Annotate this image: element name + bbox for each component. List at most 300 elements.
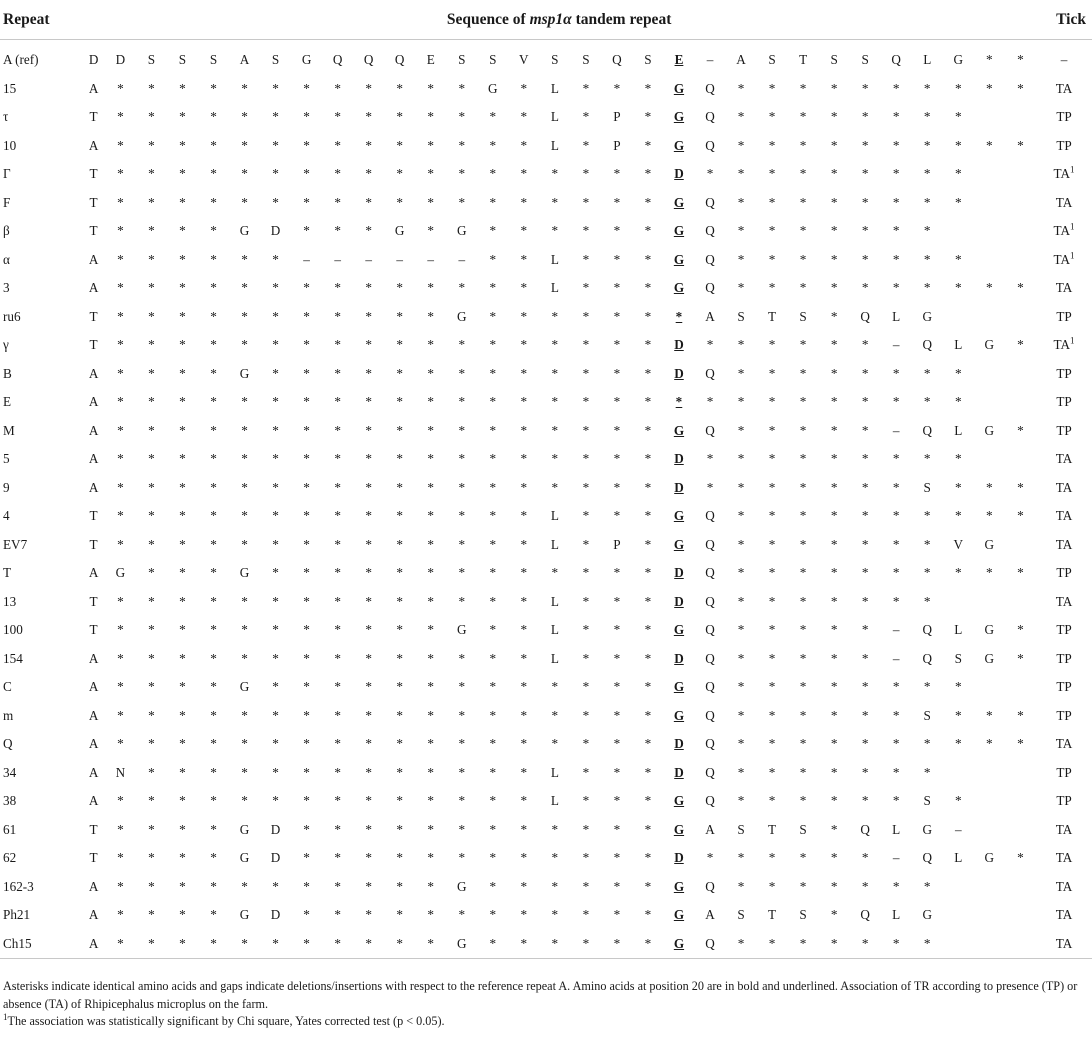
amino-acid-cell: *	[582, 736, 590, 752]
amino-acid-cell: *	[272, 337, 279, 353]
tick-status	[1036, 160, 1092, 189]
amino-acid-cell: *	[272, 650, 279, 666]
amino-acid-cell: L	[550, 764, 559, 780]
significance-marker: 1	[1070, 221, 1075, 232]
tick-status	[1036, 673, 1092, 702]
amino-acid-cell	[1005, 816, 1036, 845]
amino-acid-cell: *	[489, 764, 497, 780]
amino-acid-cell: *	[737, 565, 745, 581]
amino-acid-cell: *	[489, 394, 497, 410]
amino-acid-cell: *	[799, 137, 807, 153]
amino-acid-cell: *	[830, 109, 838, 125]
amino-acid-cell: *	[210, 337, 217, 353]
amino-acid-cell: S	[768, 52, 776, 68]
amino-acid-cell: *	[830, 508, 838, 524]
tick-status-label: –	[1060, 52, 1068, 68]
amino-acid-cell: *	[768, 137, 776, 153]
tick-status	[1036, 502, 1092, 531]
amino-acid-cell: *	[551, 223, 559, 239]
amino-acid-cell: L	[954, 850, 963, 866]
amino-acid-cell: *	[830, 907, 838, 923]
amino-acid-cell: *	[396, 194, 403, 210]
amino-acid-cell: *	[365, 793, 372, 809]
amino-acid-cell: *	[582, 565, 590, 581]
amino-acid-cell: *	[303, 109, 310, 125]
amino-acid-cell: L	[550, 536, 559, 552]
amino-acid-cell: –	[303, 251, 310, 267]
table-footnotes	[3, 978, 1088, 1031]
amino-acid-cell: *	[613, 679, 621, 695]
amino-acid-cell: *	[117, 707, 124, 723]
repeat-name: T	[3, 565, 12, 581]
amino-acid-cell: *	[458, 850, 466, 866]
amino-acid-cell: *	[272, 166, 279, 182]
amino-acid-cell: *	[613, 422, 621, 438]
amino-acid-cell: *	[427, 394, 435, 410]
amino-acid-cell: T	[89, 536, 98, 552]
amino-acid-cell: *	[458, 508, 466, 524]
amino-acid-cell: *	[892, 451, 900, 467]
amino-acid-cell: *	[210, 394, 217, 410]
amino-acid-cell: *	[117, 337, 124, 353]
amino-acid-cell: *	[830, 251, 838, 267]
amino-acid-cell: *	[303, 650, 310, 666]
amino-acid-cell: *	[272, 394, 279, 410]
tick-status-label: TP	[1056, 308, 1072, 324]
amino-acid-cell: *	[458, 907, 466, 923]
amino-acid-cell: *	[303, 821, 310, 837]
amino-acid-cell: S	[737, 821, 745, 837]
amino-acid-cell: *	[303, 850, 310, 866]
amino-acid-cell: *	[954, 394, 962, 410]
repeat-name: ru6	[3, 308, 21, 324]
tick-status-label: TA	[1055, 280, 1073, 296]
amino-acid-cell: S	[458, 52, 466, 68]
amino-acid-cell: *	[334, 166, 341, 182]
amino-acid-cell: *	[148, 137, 155, 153]
amino-acid-cell: G	[394, 223, 405, 239]
amino-acid-cell: *	[489, 365, 497, 381]
amino-acid-cell: *	[799, 337, 807, 353]
amino-acid-cell	[1005, 673, 1036, 702]
tick-status-label: TP	[1056, 137, 1072, 153]
amino-acid-cell: *	[644, 850, 652, 866]
amino-acid-cell: L	[550, 793, 559, 809]
amino-acid-cell: *	[241, 280, 248, 296]
amino-acid-cell	[974, 103, 1005, 132]
amino-acid-cell: *	[396, 821, 403, 837]
tick-status	[1036, 559, 1092, 588]
table-row	[0, 616, 1092, 645]
amino-acid-cell: *	[582, 622, 590, 638]
amino-acid-cell: *	[613, 194, 621, 210]
amino-acid-cell: G	[239, 907, 250, 923]
amino-acid-cell: *	[861, 394, 869, 410]
amino-acid-cell: T	[89, 308, 98, 324]
amino-acid-cell: –	[892, 337, 900, 353]
tick-status	[1036, 730, 1092, 759]
amino-acid-cell: *	[210, 508, 217, 524]
amino-acid-cell: *	[1017, 52, 1024, 68]
amino-acid-cell: *	[582, 764, 590, 780]
amino-acid-cell: *	[892, 251, 900, 267]
amino-acid-cell: *	[148, 394, 155, 410]
amino-acid-cell: *	[923, 935, 931, 951]
amino-acid-cell	[1005, 588, 1036, 617]
amino-acid-cell: *	[272, 422, 279, 438]
amino-acid-cell: *	[892, 593, 900, 609]
amino-acid-cell: *	[985, 137, 993, 153]
amino-acid-cell: *	[520, 479, 528, 495]
amino-acid-cell: *	[520, 394, 528, 410]
amino-acid-cell: *	[799, 935, 807, 951]
amino-acid-cell: *	[861, 764, 869, 780]
amino-acid-cell: *	[148, 707, 155, 723]
amino-acid-cell: *	[520, 137, 528, 153]
amino-acid-cell: *	[1017, 479, 1024, 495]
amino-acid-cell: *	[427, 451, 435, 467]
amino-acid-cell: *	[613, 451, 621, 467]
amino-acid-cell: *	[830, 194, 838, 210]
amino-acid-cell: *	[334, 223, 341, 239]
amino-acid-cell: *	[644, 593, 652, 609]
amino-acid-cell: N	[115, 764, 126, 780]
amino-acid-cell: *	[613, 650, 621, 666]
table-row	[0, 160, 1092, 189]
amino-acid-cell: *	[272, 365, 279, 381]
amino-acid-cell: *	[117, 536, 124, 552]
amino-acid-cell: S	[799, 821, 807, 837]
amino-acid-cell: *	[737, 394, 745, 410]
amino-acid-cell: *	[148, 565, 155, 581]
amino-acid-cell: *	[892, 80, 900, 96]
tick-status-label: TA	[1055, 451, 1073, 467]
tick-status-label: TA	[1053, 166, 1071, 182]
amino-acid-cell: *	[117, 166, 124, 182]
amino-acid-cell: *	[303, 451, 310, 467]
amino-acid-position-20: G	[673, 679, 685, 695]
tick-status	[1036, 787, 1092, 816]
amino-acid-cell: *	[334, 365, 341, 381]
amino-acid-cell: *	[148, 308, 155, 324]
amino-acid-cell: *	[365, 451, 372, 467]
amino-acid-cell: *	[768, 793, 776, 809]
amino-acid-cell: *	[613, 280, 621, 296]
amino-acid-cell: A	[88, 650, 99, 666]
amino-acid-cell: *	[427, 223, 435, 239]
amino-acid-cell: *	[923, 764, 931, 780]
amino-acid-position-20: *	[675, 308, 683, 324]
amino-acid-cell: –	[954, 821, 962, 837]
amino-acid-cell: *	[179, 764, 186, 780]
amino-acid-cell: *	[241, 935, 248, 951]
amino-acid-cell: *	[396, 109, 403, 125]
amino-acid-cell: *	[303, 878, 310, 894]
amino-acid-cell: *	[210, 593, 217, 609]
amino-acid-cell: *	[861, 793, 869, 809]
repeat-name: γ	[3, 337, 9, 353]
amino-acid-cell: *	[148, 622, 155, 638]
amino-acid-cell: *	[458, 80, 466, 96]
amino-acid-cell: *	[613, 394, 621, 410]
amino-acid-cell: *	[768, 251, 776, 267]
amino-acid-cell: *	[861, 166, 869, 182]
amino-acid-cell: *	[117, 80, 124, 96]
amino-acid-cell: *	[582, 593, 590, 609]
amino-acid-cell: *	[892, 878, 900, 894]
amino-acid-cell: *	[334, 280, 341, 296]
amino-acid-cell	[943, 930, 974, 959]
amino-acid-cell: *	[923, 536, 931, 552]
amino-acid-cell: *	[179, 508, 186, 524]
amino-acid-cell: *	[644, 251, 652, 267]
amino-acid-cell: G	[456, 308, 467, 324]
amino-acid-cell: A	[88, 422, 99, 438]
amino-acid-cell: *	[520, 536, 528, 552]
amino-acid-cell: Q	[705, 422, 715, 438]
amino-acid-cell: A	[88, 907, 99, 923]
amino-acid-cell: *	[582, 137, 590, 153]
tick-status	[1036, 274, 1092, 303]
amino-acid-cell: *	[706, 166, 714, 182]
amino-acid-cell: *	[489, 565, 497, 581]
amino-acid-cell: *	[799, 365, 807, 381]
amino-acid-cell: *	[334, 650, 341, 666]
tick-status-label: TA	[1055, 907, 1073, 923]
amino-acid-cell: *	[954, 280, 962, 296]
table-row	[0, 730, 1092, 759]
amino-acid-cell: *	[489, 907, 497, 923]
amino-acid-cell: *	[830, 736, 838, 752]
amino-acid-cell: *	[1017, 422, 1024, 438]
amino-acid-position-20: G	[673, 793, 685, 809]
amino-acid-cell: *	[737, 223, 745, 239]
amino-acid-cell: *	[737, 280, 745, 296]
amino-acid-cell: A	[88, 935, 99, 951]
amino-acid-cell	[974, 673, 1005, 702]
amino-acid-cell: L	[550, 650, 559, 666]
amino-acid-cell: *	[644, 622, 652, 638]
amino-acid-cell: A	[88, 137, 99, 153]
amino-acid-cell: *	[861, 707, 869, 723]
amino-acid-cell: *	[830, 337, 838, 353]
amino-acid-cell: *	[272, 935, 279, 951]
tick-status-label: TP	[1056, 679, 1072, 695]
amino-acid-cell: *	[520, 194, 528, 210]
amino-acid-cell: *	[706, 394, 714, 410]
amino-acid-cell	[974, 873, 1005, 902]
amino-acid-cell: *	[985, 508, 993, 524]
amino-acid-cell: *	[272, 137, 279, 153]
amino-acid-cell: *	[458, 764, 466, 780]
amino-acid-cell	[1005, 531, 1036, 560]
amino-acid-cell: *	[210, 223, 217, 239]
repeat-name: Ph21	[3, 907, 31, 923]
amino-acid-cell: *	[923, 194, 931, 210]
amino-acid-cell: *	[923, 80, 931, 96]
amino-acid-cell: *	[365, 850, 372, 866]
amino-acid-cell: L	[923, 52, 932, 68]
amino-acid-cell	[1005, 787, 1036, 816]
tick-status	[1036, 930, 1092, 959]
amino-acid-cell: *	[830, 622, 838, 638]
amino-acid-cell: *	[210, 736, 217, 752]
amino-acid-cell: *	[799, 194, 807, 210]
amino-acid-cell: –	[365, 251, 372, 267]
amino-acid-cell: *	[427, 935, 435, 951]
amino-acid-cell: *	[861, 109, 869, 125]
amino-acid-cell: *	[427, 622, 435, 638]
amino-acid-cell: *	[768, 736, 776, 752]
amino-acid-cell: *	[644, 508, 652, 524]
amino-acid-cell: *	[861, 565, 869, 581]
amino-acid-cell: *	[210, 536, 217, 552]
amino-acid-cell: *	[396, 935, 403, 951]
amino-acid-cell: *	[303, 137, 310, 153]
amino-acid-cell: *	[613, 907, 621, 923]
amino-acid-cell: *	[334, 337, 341, 353]
amino-acid-cell	[1005, 189, 1036, 218]
tick-status-label: TA	[1055, 935, 1073, 951]
amino-acid-cell: *	[892, 793, 900, 809]
amino-acid-cell: *	[241, 536, 248, 552]
amino-acid-cell: *	[582, 194, 590, 210]
amino-acid-cell: *	[923, 394, 931, 410]
table-row	[0, 388, 1092, 417]
amino-acid-cell: *	[179, 194, 186, 210]
amino-acid-cell: *	[830, 365, 838, 381]
amino-acid-cell: Q	[705, 679, 715, 695]
amino-acid-cell: T	[89, 850, 98, 866]
amino-acid-cell: *	[427, 337, 435, 353]
amino-acid-cell: *	[830, 935, 838, 951]
amino-acid-cell: *	[396, 907, 403, 923]
table-row	[0, 40, 1092, 75]
amino-acid-cell: *	[334, 394, 341, 410]
amino-acid-cell: *	[458, 280, 466, 296]
amino-acid-cell: *	[551, 679, 559, 695]
amino-acid-cell: *	[179, 280, 186, 296]
tick-status-label: TA	[1055, 80, 1073, 96]
amino-acid-cell: *	[737, 109, 745, 125]
amino-acid-cell: *	[334, 109, 341, 125]
amino-acid-cell: *	[737, 850, 745, 866]
amino-acid-position-20: *	[675, 394, 683, 410]
amino-acid-cell: Q	[394, 52, 405, 68]
amino-acid-cell: *	[427, 565, 435, 581]
significance-marker: 1	[1070, 164, 1075, 175]
amino-acid-cell: *	[613, 80, 621, 96]
amino-acid-cell: *	[520, 707, 528, 723]
table-row	[0, 559, 1092, 588]
amino-acid-cell: *	[148, 650, 155, 666]
amino-acid-cell: *	[489, 223, 497, 239]
amino-acid-cell: *	[923, 251, 931, 267]
amino-acid-cell: *	[830, 793, 838, 809]
amino-acid-cell: *	[489, 508, 497, 524]
repeat-name: 162-3	[3, 878, 34, 894]
amino-acid-cell: *	[551, 565, 559, 581]
amino-acid-cell: *	[272, 308, 279, 324]
tick-status	[1036, 873, 1092, 902]
table-row	[0, 303, 1092, 332]
amino-acid-cell: *	[830, 821, 838, 837]
amino-acid-cell: *	[644, 308, 652, 324]
amino-acid-cell: *	[303, 793, 310, 809]
amino-acid-cell: *	[582, 935, 590, 951]
amino-acid-cell: *	[396, 451, 403, 467]
amino-acid-cell: *	[117, 679, 124, 695]
amino-acid-cell: *	[303, 593, 310, 609]
amino-acid-cell: *	[923, 736, 931, 752]
amino-acid-cell: L	[892, 308, 901, 324]
amino-acid-cell: *	[861, 508, 869, 524]
amino-acid-cell: *	[551, 166, 559, 182]
amino-acid-cell: *	[861, 223, 869, 239]
amino-acid-cell: *	[923, 280, 931, 296]
tick-status	[1036, 616, 1092, 645]
amino-acid-cell: *	[117, 280, 124, 296]
amino-acid-cell: *	[799, 764, 807, 780]
amino-acid-cell: *	[241, 337, 248, 353]
amino-acid-cell: *	[861, 80, 869, 96]
table-row	[0, 132, 1092, 161]
amino-acid-cell: *	[148, 736, 155, 752]
amino-acid-cell: *	[117, 878, 124, 894]
amino-acid-cell: *	[520, 451, 528, 467]
amino-acid-cell: *	[830, 223, 838, 239]
amino-acid-cell: *	[799, 850, 807, 866]
amino-acid-cell: *	[148, 422, 155, 438]
amino-acid-cell: –	[892, 650, 900, 666]
amino-acid-cell: *	[148, 793, 155, 809]
table-bottom-rule	[0, 958, 1092, 959]
amino-acid-cell: *	[892, 109, 900, 125]
amino-acid-cell: *	[489, 707, 497, 723]
amino-acid-cell: *	[210, 109, 217, 125]
amino-acid-cell: *	[582, 479, 590, 495]
amino-acid-cell: *	[613, 764, 621, 780]
table-row	[0, 759, 1092, 788]
tick-status-label: TA	[1055, 194, 1073, 210]
amino-acid-cell: *	[117, 251, 124, 267]
amino-acid-cell: *	[1017, 622, 1024, 638]
amino-acid-cell: L	[550, 622, 559, 638]
amino-acid-cell	[1005, 388, 1036, 417]
amino-acid-cell: *	[985, 80, 993, 96]
amino-acid-cell: *	[241, 451, 248, 467]
amino-acid-cell: *	[1017, 650, 1024, 666]
amino-acid-cell: *	[923, 223, 931, 239]
amino-acid-cell: *	[644, 422, 652, 438]
amino-acid-cell: A	[705, 821, 715, 837]
amino-acid-cell: *	[830, 679, 838, 695]
amino-acid-cell: –	[427, 251, 435, 267]
amino-acid-cell: Q	[705, 565, 715, 581]
table-row	[0, 873, 1092, 902]
amino-acid-cell: *	[520, 508, 528, 524]
amino-acid-cell: *	[520, 565, 528, 581]
tick-status-label: TP	[1056, 707, 1072, 723]
amino-acid-cell: P	[613, 536, 621, 552]
amino-acid-cell: *	[799, 166, 807, 182]
amino-acid-cell: *	[644, 166, 652, 182]
amino-acid-cell: *	[148, 451, 155, 467]
amino-acid-cell: S	[923, 707, 931, 723]
amino-acid-cell: *	[799, 80, 807, 96]
amino-acid-cell: *	[117, 137, 124, 153]
amino-acid-cell: *	[210, 907, 217, 923]
